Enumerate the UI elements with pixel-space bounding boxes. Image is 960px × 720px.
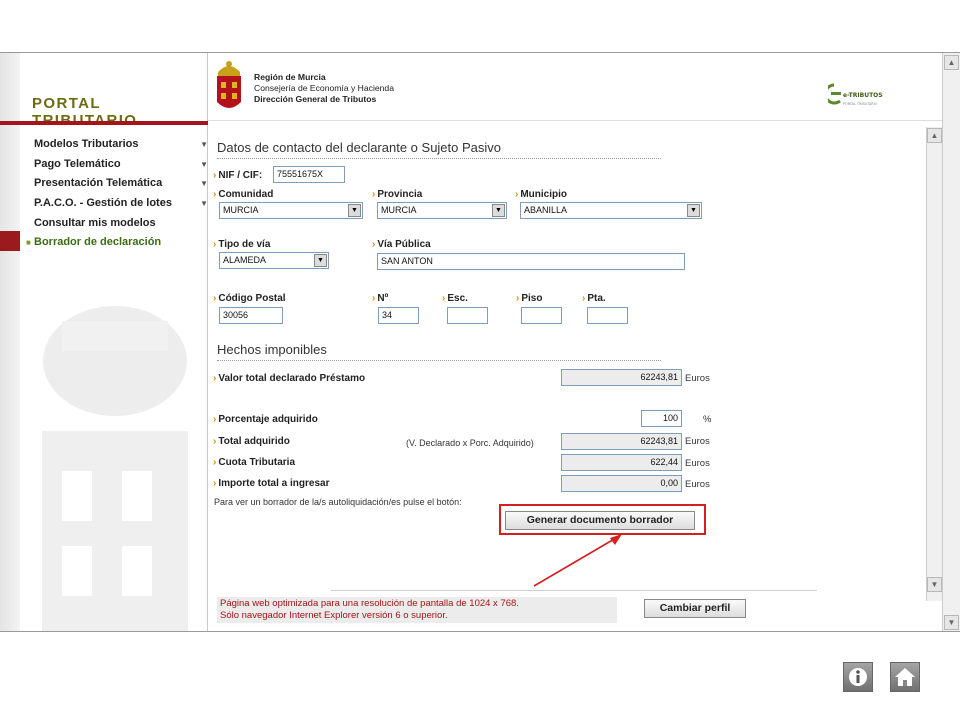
comunidad-select[interactable]: MURCIA ▼ <box>219 202 363 219</box>
instruction-text: Para ver un borrador de la/s autoliquidación/es pulse el botón: <box>214 497 462 507</box>
home-icon[interactable] <box>890 662 920 692</box>
government-text <box>254 72 394 105</box>
numero-label: › Nº <box>372 293 389 304</box>
chevron-down-icon: ▼ <box>200 159 208 169</box>
piso-input[interactable] <box>521 307 562 324</box>
scroll-up-icon[interactable]: ▲ <box>927 128 942 143</box>
total-note: (V. Declarado x Porc. Adquirido) <box>406 438 534 448</box>
cuota-unit: Euros <box>685 458 710 469</box>
total-unit: Euros <box>685 436 710 447</box>
codigo-postal-label: › Código Postal <box>213 293 286 304</box>
sidebar-item-presentacion-telematica[interactable] <box>34 174 210 194</box>
footer-note <box>217 597 617 623</box>
tipo-via-select[interactable]: ALAMEDA ▼ <box>219 252 329 269</box>
region-shield-icon <box>214 58 244 114</box>
generate-draft-button[interactable]: Generar documento borrador <box>505 511 695 530</box>
chevron-down-icon: ▼ <box>200 199 208 209</box>
content-scrollbar[interactable] <box>926 127 942 601</box>
total-field: 62243,81 <box>561 433 682 450</box>
info-icon-glyph <box>844 663 872 691</box>
gov-line: Dirección General de Tributos <box>254 94 377 104</box>
provincia-label: › Provincia <box>372 189 423 200</box>
scroll-down-icon[interactable]: ▼ <box>927 577 942 592</box>
importe-field: 0,00 <box>561 475 682 492</box>
section-title-contact: Datos de contacto del declarante o Sujeto Pasivo <box>217 140 661 159</box>
sidebar-item-label: Pago Telemático <box>34 157 121 170</box>
sidebar-item-consultar-modelos[interactable] <box>34 214 210 234</box>
gov-line: Consejería de Economía y Hacienda <box>254 83 394 93</box>
portal-title: PORTAL <box>32 95 101 112</box>
header-scrollbar[interactable] <box>942 53 960 632</box>
valor-field: 62243,81 <box>561 369 682 386</box>
valor-unit: Euros <box>685 373 710 384</box>
info-icon[interactable] <box>843 662 873 692</box>
codigo-postal-input[interactable]: 30056 <box>219 307 283 324</box>
sidebar-item-label: Borrador de declaración <box>34 236 162 249</box>
scroll-up-icon[interactable]: ▲ <box>944 55 959 70</box>
numero-input[interactable]: 34 <box>378 307 419 324</box>
sidebar-item-label: Presentación Telemática <box>34 177 163 190</box>
sidebar-item-label: P.A.C.O. - Gestión de lotes <box>34 197 172 210</box>
chevron-down-icon: ▼ <box>492 204 505 217</box>
porcentaje-input[interactable]: 100 <box>641 410 682 427</box>
gov-line: Región de Murcia <box>254 72 326 82</box>
sidebar-item-label: Consultar mis modelos <box>34 216 156 229</box>
escalera-label: › Esc. <box>442 293 468 304</box>
footer-note-line: Página web optimizada para una resolución de pantalla de 1024 x 768. <box>220 598 519 609</box>
municipio-label: › Municipio <box>515 189 568 200</box>
cuota-label: › Cuota Tributaria <box>213 457 296 468</box>
via-publica-input[interactable]: SAN ANTON <box>377 253 685 270</box>
valor-label: › Valor total declarado Préstamo <box>213 373 366 384</box>
active-menu-marker <box>0 231 20 251</box>
sidebar-menu <box>26 135 210 253</box>
sidebar-item-modelos-tributarios[interactable] <box>34 135 210 155</box>
scroll-down-icon[interactable]: ▼ <box>944 615 959 630</box>
total-label: › Total adquirido <box>213 436 290 447</box>
sidebar-item-borrador-declaracion[interactable] <box>26 233 210 253</box>
via-publica-label: › Vía Pública <box>372 239 431 250</box>
importe-label: › Importe total a ingresar <box>213 478 330 489</box>
cuota-field: 622,44 <box>561 454 682 471</box>
left-sidebar <box>20 53 208 632</box>
sidebar-item-pago-telematico[interactable] <box>34 155 210 175</box>
pointer-arrow <box>530 530 626 590</box>
crest-watermark-icon <box>22 281 208 632</box>
puerta-label: › Pta. <box>582 293 606 304</box>
piso-label: › Piso <box>516 293 543 304</box>
tipo-via-label: › Tipo de vía <box>213 239 271 250</box>
chevron-down-icon: ▼ <box>687 204 700 217</box>
e-tributos-logo <box>828 81 884 111</box>
municipio-select[interactable]: ABANILLA ▼ <box>520 202 702 219</box>
provincia-select[interactable]: MURCIA ▼ <box>377 202 507 219</box>
home-icon-glyph <box>891 663 919 691</box>
sidebar-red-band <box>0 121 208 125</box>
sidebar-item-paco-gestion-lotes[interactable] <box>34 194 210 214</box>
chevron-down-icon: ▼ <box>348 204 361 217</box>
porcentaje-unit: % <box>703 414 712 425</box>
footer-separator <box>331 590 817 591</box>
bullet-icon: ■ <box>26 238 31 248</box>
nif-input[interactable]: 75551675X <box>273 166 345 183</box>
svg-text:PORTAL TRIBUTARIO: PORTAL TRIBUTARIO <box>843 102 878 106</box>
header-bar <box>208 53 942 121</box>
left-decorative-strip <box>0 53 20 632</box>
chevron-down-icon: ▼ <box>314 254 327 267</box>
nif-label: › NIF / CIF: <box>213 170 263 181</box>
puerta-input[interactable] <box>587 307 628 324</box>
chevron-down-icon: ▼ <box>200 140 208 149</box>
comunidad-label: › Comunidad <box>213 189 274 200</box>
logo-text: e-TRIBUTOS <box>843 92 883 99</box>
footer-note-line: Sólo navegador Internet Explorer versión 6 o superior. <box>220 610 448 621</box>
porcentaje-label: › Porcentaje adquirido <box>213 414 318 425</box>
escalera-input[interactable] <box>447 307 488 324</box>
change-profile-button[interactable]: Cambiar perfil <box>644 599 746 618</box>
section-title-hechos: Hechos imponibles <box>217 342 661 361</box>
chevron-down-icon: ▼ <box>200 179 208 189</box>
importe-unit: Euros <box>685 479 710 490</box>
sidebar-item-label: Modelos Tributarios <box>34 138 139 150</box>
